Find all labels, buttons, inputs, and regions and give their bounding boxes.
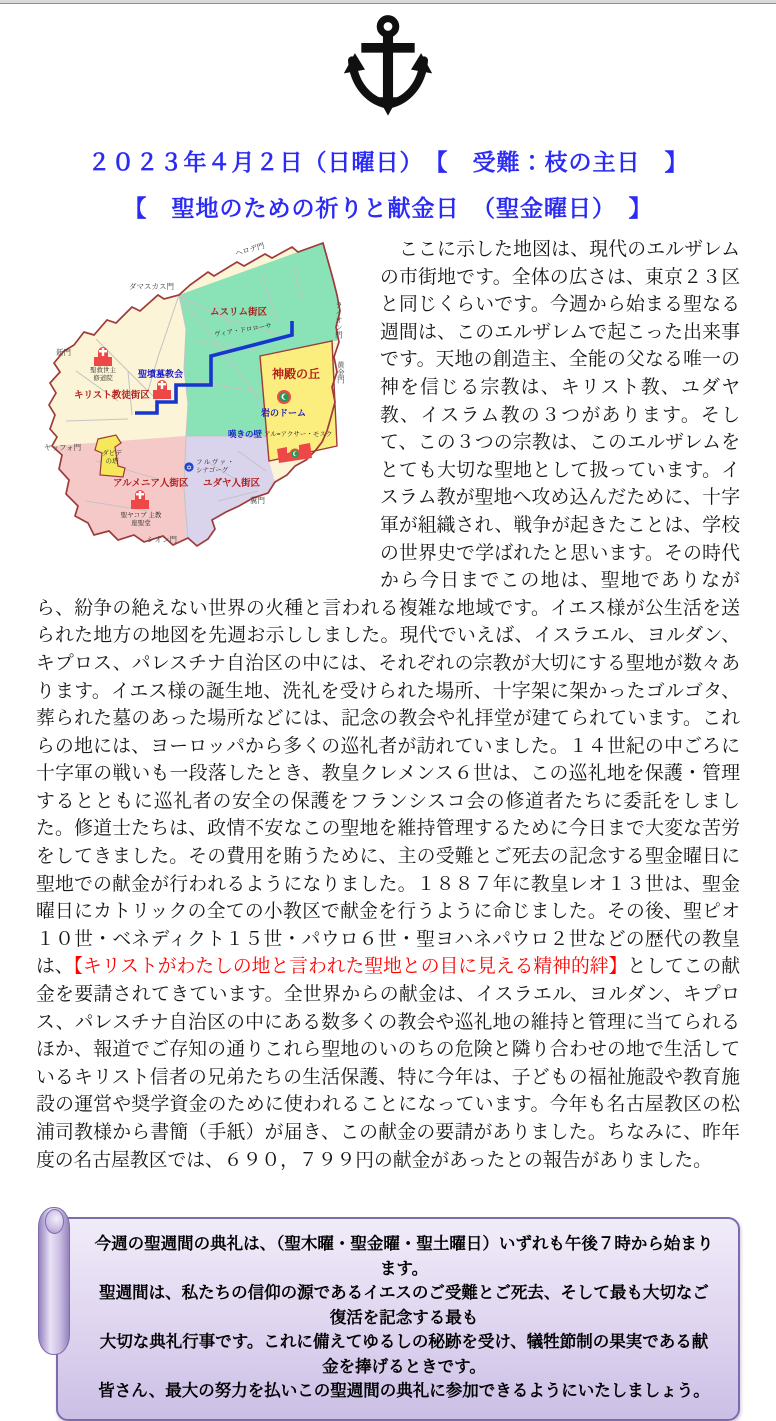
map-label-temple-mount: 神殿の丘 [272,367,321,381]
map-label-hurva-synagogue: フルヴァ・ シナゴーグ [196,459,234,475]
jerusalem-map-figure [36,239,374,580]
map-gate-dung: 糞門 [250,496,265,505]
dome-of-rock-icon [277,390,291,404]
map-gate-herod: ヘロデ門 [234,241,266,258]
map-gate-zion: シオン門 [147,535,177,544]
region-jewish-quarter [186,436,275,546]
heading-date-feast: ２０２３年４月２日（日曜日） 【 受難：枝の主日 】 [87,149,689,175]
map-gate-damascus: ダマスカス門 [129,282,174,291]
anchor-wrap [36,14,740,118]
article-text-before-red: ここに示した地図は、現代のエルザレムの市街地です。全体の広さは、東京２３区と同じくらいです。今週から始まる聖なる週間は、このエルザレムで起こった出来事です。天地の創造主、全能の父なる唯一の神を信じる宗教は、キリスト教、ユダヤ教、イスラム教の３つがあります。そして、この３つの宗教は、このエルザレムをとても大切な聖地として扱っています。イスラム教が聖地へ攻め込んだために、十字軍が組織され、戦争が起きたことは、学校の世界史で学ばれたと思います。その時代から今日までこの地は、聖地でありながら、紛争の絶えない世界の火種と言われる複雑な地域です。イエス様が公生活を送られた地方の地図を先週お示ししました。現代でいえば、イスラエル、ヨルダン、キプロス、パレスチナ自治区の中には、それぞれの宗教が大切にする聖地が数々あります。イエス様の誕生地、洗礼を受けられた場所、十字架に架かったゴルゴタ、葬られた墓のあった場所などには、記念の教会や礼拝堂が建てられています。これらの地には、ヨーロッパから多くの巡礼者が訪れていました。１４世紀の中ごろに十字軍の戦いも一段落したとき、教皇クレメンス６世は、この巡礼地を保護・管理するとともに巡礼者の安全の保護をフランシスコ会の修道者たちに委託をしました。修道士たちは、政情不安なこの聖地を維持管理するために今日まで大変な苦労をしてきました。その費用を賄うために、主の受難とご死去の記念する聖金曜日に聖地での献金が行われるようになりました。１８８７年に教皇レオ１３世は、聖金曜日にカトリックの全ての小教区で献金を行うように命じました。その後、聖ピオ１０世・ベネディクト１５世・パウロ６世・聖ヨハネパウロ２世などの歴代の教皇は、 [36,238,740,977]
map-label-holy-sepulchre: 聖墳墓教会 [138,369,184,379]
map-gate-new: 新門 [56,348,71,357]
article-text-after-red: としてこの献金を要請されてきています。全世界からの献金は、イスラエル、ヨルダン、キプロス、パレスチナ自治区の中にある数多くの教会や巡礼地の維持と管理に当てられるほか、報道でご存知の通りこれら聖地のいのちの危険と隣り合わせの地で生活しているキリスト信者の兄弟たちの生活保護、特に今年は、子どもの福祉施設や教育施設の運営や奨学資金のために使われることになっています。今年も名古屋教区の松浦司教様から書簡（手紙）が届き、この献金の要請がありました。ちなみに、昨年度の名古屋教区では、６９０，７９９円の献金があったとの報告がありました。 [36,955,741,1170]
map-label-christian-quarter: キリスト教徒街区 [74,390,150,401]
map-label-al-aqsa: アル=アクサー・モスク [264,431,333,438]
al-aqsa-crescent-icon [290,449,301,460]
article-text-red-highlight: 【キリストがわたしの地と言われた聖地との目に見える精神的絆】 [73,955,628,977]
map-label-armenian-quarter: アルメニア人街区 [113,478,189,489]
map-label-dome-of-rock: 岩のドーム [261,408,307,418]
map-label-wailing-wall: 嘆きの壁 [228,429,263,439]
map-gate-golden: 黄金門 [336,361,346,384]
map-label-tower-of-david: ダビデ の塔 [102,450,122,466]
jerusalem-map-svg [36,239,374,580]
article-body [36,235,740,1173]
scroll-top-curl [45,1209,64,1234]
map-label-holy-savior: 聖救世主 修道院 [90,367,116,383]
holy-week-notice-scroll [38,1217,740,1401]
map-label-via-dolorosa: ヴィア・ドロローサ [213,322,273,339]
map-label-muslim-quarter: ムスリム街区 [210,307,268,318]
scroll-banner-box [56,1217,740,1421]
banner-text: 今週の聖週間の典礼は、（聖木曜・聖金曜・聖土曜日）いずれも午後７時から始まります。 聖週間は、私たちの信仰の源であるイエスのご受難とご死去、そして最も大切なご復活を記念する最も 大切な典礼行事です。これに備えてゆるしの秘跡を受け、犠牲節制の果実である献金を捧げるときです。 皆さん、最大の努力を払いこの聖週間の典礼に参加できるようにいたしましょう。 [94,1234,714,1401]
heading-holy-land-collection: 【 聖地のための祈りと献金日 （聖金曜日） 】 [123,195,653,221]
bulletin-page [0,14,776,1401]
map-label-jewish-quarter: ユダヤ人街区 [203,478,261,489]
map-gate-lion: ライオン門 [334,301,344,339]
map-label-st-james: 聖ヤコブ 主教座聖堂 [120,512,162,528]
map-gate-jaffa: ヤッフォ門 [44,443,82,452]
page-top-border [0,0,776,4]
svg-text:✡: ✡ [186,465,192,472]
region-temple-mount [260,341,337,461]
anchor-icon [342,14,434,118]
